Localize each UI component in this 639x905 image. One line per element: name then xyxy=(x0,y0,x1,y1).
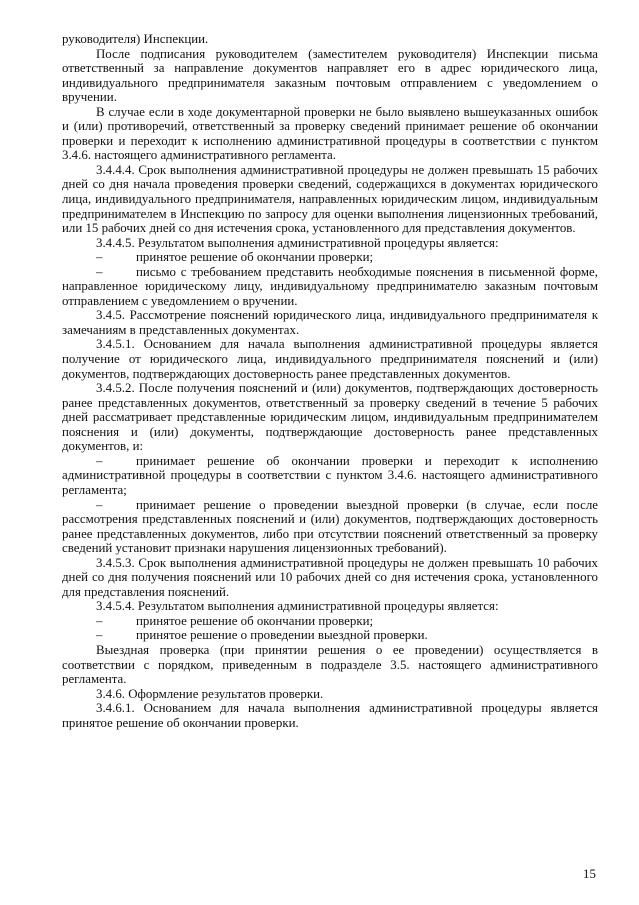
list-item-3: – принимает решение об окончании проверки и переходит к исполнению административной процедуры в соответствии с пунктом 3.4.6. настоящего административного регламента; xyxy=(62,454,598,498)
paragraph-10: 3.4.5.4. Результатом выполнения административной процедуры является: xyxy=(96,599,499,614)
paragraph-11: Выездная проверка (при принятии решения о ее проведении) осуществляется в соответствии с порядком, приведенным в подразделе 3.5. настоящего административного регламента. xyxy=(62,642,598,687)
paragraph-6: 3.4.5. Рассмотрение пояснений юридического лица, индивидуального предпринимателя к замечаниям в представленных документах. xyxy=(62,308,598,337)
page-number: 15 xyxy=(583,867,596,881)
paragraph-2: После подписания руководителем (заместителем руководителя) Инспекции письма ответственный за направление документов направляет его в адрес юридического лица, индивидуального предпринимателя заказным почтовым отправлением с уведомлением о вручении. xyxy=(62,46,598,105)
list-item-4: – принимает решение о проведении выездной проверки (в случае, если после рассмотрения представленных пояснений и (или) документов, подтверждающих достоверность ранее представленных документов, либо при отсутствии пояснений ответственный за проверку сведений установит признаки нарушения лицензионных требований). xyxy=(62,498,598,556)
body-text xyxy=(62,32,598,730)
paragraph-9: 3.4.5.3. Срок выполнения административной процедуры не должен превышать 10 рабочих дней со дня получения пояснений или 10 рабочих дней со дня истечения срока, установленного для представления пояснений. xyxy=(62,555,598,599)
paragraph-1: руководителя) Инспекции. xyxy=(62,32,209,46)
paragraph-5: 3.4.4.5. Результатом выполнения административной процедуры является: xyxy=(96,235,499,250)
list-item-6: – принятое решение о проведении выездной проверки. xyxy=(62,628,598,643)
paragraph-8: 3.4.5.2. После получения пояснений и (или) документов, подтверждающих достоверность ранее представленных документов, ответственный за проверку сведений в течение 5 рабочих дней рассматривает представленные юридическим лицом, индивидуальным предпринимателем пояснения и (или) документы, подтверждающие достоверность ранее представленных документов, и: xyxy=(62,381,598,454)
paragraph-7: 3.4.5.1. Основанием для начала выполнения административной процедуры является получение от юридического лица, индивидуального предпринимателя пояснений и (или) документов, подтверждающих достоверность ранее представленных документов. xyxy=(62,337,598,381)
paragraph-4: 3.4.4.4. Срок выполнения административной процедуры не должен превышать 15 рабочих дней со дня начала проведения проверки сведений, содержащихся в документах юридического лица, индивидуального предпринимателя, направленных юридическим лицом, индивидуальным предпринимателем в Инспекцию по запросу для оценки выполнения лицензионных требований, или 15 рабочих дней со дня истечения срока, установленного для представления документов. xyxy=(62,162,598,236)
list-item-1: – принятое решение об окончании проверки; xyxy=(62,250,598,265)
paragraph-12: 3.4.6. Оформление результатов проверки. xyxy=(96,686,324,701)
paragraph-13: 3.4.6.1. Основанием для начала выполнения административной процедуры является принятое решение об окончании проверки. xyxy=(62,701,598,730)
list-item-2: – письмо с требованием представить необходимые пояснения в письменной форме, направленное юридическому лицу, индивидуальному предпринимателю заказным почтовым отправлением с уведомлением о вручении. xyxy=(62,265,598,309)
list-item-5: – принятое решение об окончании проверки; xyxy=(62,614,598,629)
paragraph-3: В случае если в ходе документарной проверки не было выявлено вышеуказанных ошибок и (или) противоречий, ответственный за проверку сведений принимает решение об окончании проверки и переходит к исполнению административной процедуры в соответствии с пунктом 3.4.6. настоящего административного регламента. xyxy=(62,104,598,163)
